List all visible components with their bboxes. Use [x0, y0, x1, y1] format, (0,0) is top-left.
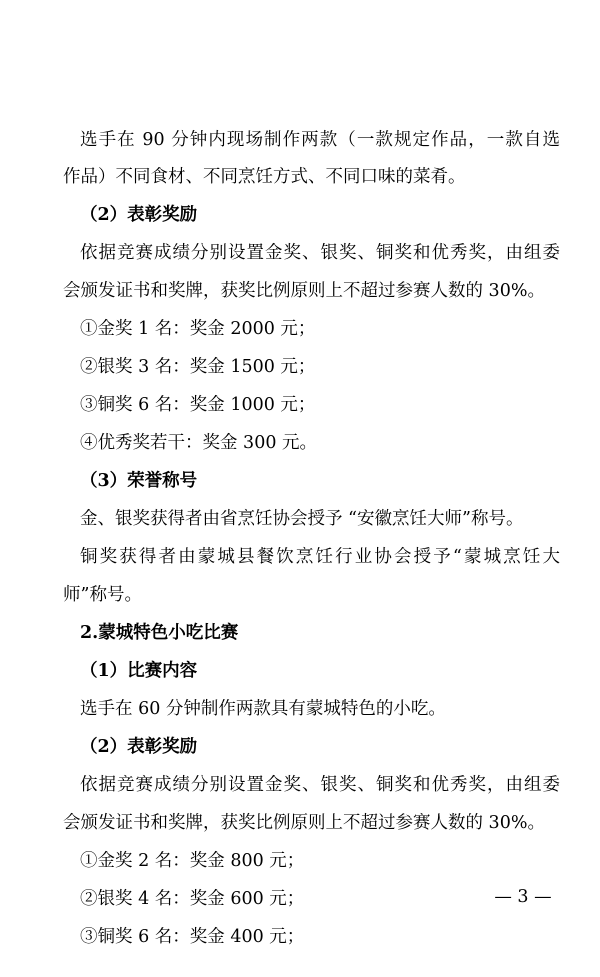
paragraph-line: 选手在 60 分钟制作两款具有蒙城特色的小吃。 [80, 699, 446, 719]
paragraph-line: 依据竞赛成绩分别设置金奖、银奖、铜奖和优秀奖，由组委 [80, 775, 560, 795]
list-item: ③铜奖 6 名：奖金 1000 元； [80, 395, 316, 415]
list-item: ①金奖 1 名：奖金 2000 元； [80, 319, 316, 339]
paragraph-line: 会颁发证书和奖牌，获奖比例原则上不超过参赛人数的 30%。 [63, 281, 545, 301]
subheading: （1）比赛内容 [80, 661, 198, 681]
paragraph-line: 金、银奖获得者由省烹饪协会授予 “安徽烹饪大师”称号。 [80, 509, 524, 529]
paragraph-line: 师”称号。 [63, 585, 142, 605]
list-item: ①金奖 2 名：奖金 800 元； [80, 851, 305, 871]
paragraph-line: 会颁发证书和奖牌，获奖比例原则上不超过参赛人数的 30%。 [63, 813, 545, 833]
list-item: ②银奖 4 名：奖金 600 元； [80, 889, 305, 909]
page-number: — 3 — [494, 887, 552, 907]
subheading: （3）荣誉称号 [80, 471, 198, 491]
paragraph-line: 选手在 90 分钟内现场制作两款（一款规定作品，一款自选 [80, 130, 560, 150]
paragraph-line: 依据竞赛成绩分别设置金奖、银奖、铜奖和优秀奖，由组委 [80, 243, 560, 263]
subheading: （2）表彰奖励 [80, 737, 198, 757]
list-item: ②银奖 3 名：奖金 1500 元； [80, 357, 316, 377]
list-item: ③铜奖 6 名：奖金 400 元； [80, 927, 305, 947]
paragraph-line: 铜奖获得者由蒙城县餐饮烹饪行业协会授予“蒙城烹饪大 [80, 547, 560, 567]
list-item: ④优秀奖若干：奖金 300 元。 [80, 433, 318, 453]
paragraph-line: 作品）不同食材、不同烹饪方式、不同口味的菜肴。 [63, 167, 466, 187]
section-heading: 2.蒙城特色小吃比赛 [80, 623, 239, 643]
subheading: （2）表彰奖励 [80, 205, 198, 225]
